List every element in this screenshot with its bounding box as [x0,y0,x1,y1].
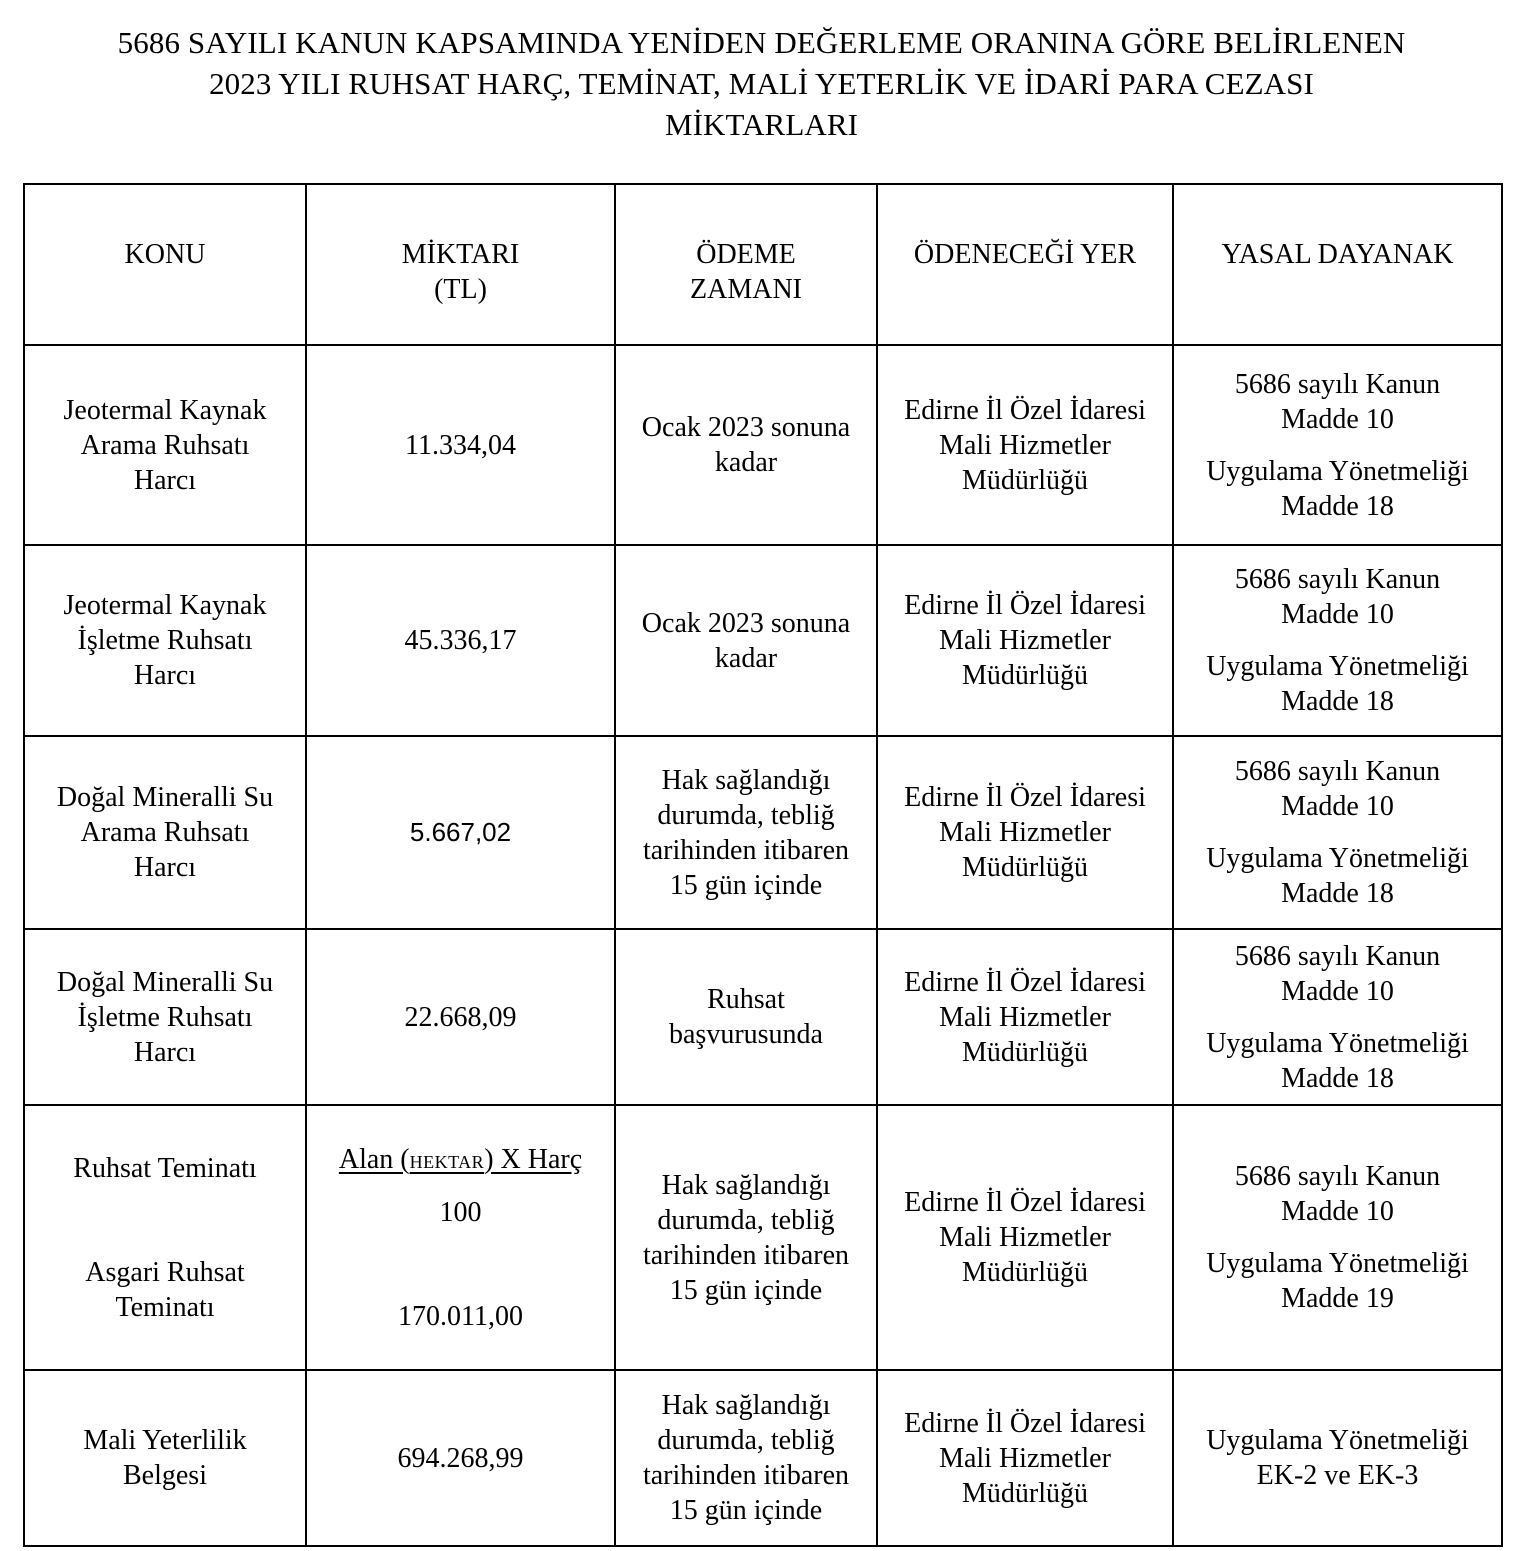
header-odenecegi-yer-text: ÖDENECEĞİ YER [913,239,1137,270]
legal-ref-line: Madde 19 [1281,1283,1394,1314]
konu-line: Mali Yeterlilik [83,1425,247,1456]
table-row [24,929,1502,1105]
yer-line: Edirne İl Özel İdaresi [904,966,1146,998]
title-line-2: 2023 YILI RUHSAT HARÇ, TEMİNAT, MALİ YETERLİK VE İDARİ PARA CEZASI [209,66,1314,101]
legal-ref-line: Madde 10 [1281,403,1394,435]
table-row [24,545,1502,736]
konu-line: Harcı [133,1036,197,1068]
legal-ref [1180,1159,1495,1229]
yer-line: Mali Hizmetler [939,817,1111,848]
odeme-line: Hak sağlandığı [661,1390,831,1421]
odeme-line: Hak sağlandığı [661,764,831,796]
legal-ref-line: Madde 18 [1281,1062,1394,1094]
header-miktari-text: MİKTARI [401,239,520,270]
legal-ref-line: EK-2 ve EK-3 [1256,1460,1419,1491]
amount-value: 5.667,02 [409,817,512,847]
header-odenecegi-yer [877,184,1173,345]
header-yasal-dayanak [1173,184,1502,345]
amount-value: 694.268,99 [397,1442,524,1474]
cell-dayanak [1173,736,1502,929]
legal-ref [1180,562,1495,632]
formula-part: Alan ( [338,1143,410,1175]
cell-odeme [615,345,877,545]
header-yasal-dayanak-text: YASAL DAYANAK [1221,239,1454,270]
cell-konu [24,545,306,736]
legal-ref-line: Madde 10 [1281,791,1394,822]
legal-ref-line: Uygulama Yönetmeliği [1206,1248,1469,1279]
cell-konu [24,736,306,929]
cell-miktar [306,345,615,545]
odeme-line: kadar [714,447,778,478]
konu-line: İşletme Ruhsatı [77,625,253,656]
header-konu-text: KONU [124,239,206,270]
legal-ref-line: Uygulama Yönetmeliği [1206,1425,1469,1456]
konu-line: Harcı [133,464,197,496]
odeme-line: kadar [714,642,778,674]
legal-ref-line: Madde 18 [1281,686,1394,717]
odeme-line: Hak sağlandığı [661,1169,831,1201]
table-row [24,1105,1502,1370]
cell-dayanak [1173,929,1502,1105]
cell-yer [877,345,1173,545]
legal-ref-line: Madde 10 [1281,975,1394,1007]
cell-yer [877,929,1173,1105]
odeme-line: 15 gün içinde [669,869,823,901]
table-row [24,345,1502,545]
teminat-formula-numerator [313,1142,608,1180]
legal-ref [1180,841,1495,911]
konu-line: Arama Ruhsatı [80,817,250,848]
cell-odeme [615,545,877,736]
yer-line: Edirne İl Özel İdaresi [904,782,1146,813]
yer-line: Mali Hizmetler [939,625,1111,656]
legal-ref-line: Uygulama Yönetmeliği [1206,651,1469,682]
legal-ref-line: Uygulama Yönetmeliği [1206,455,1469,487]
yer-line: Edirne İl Özel İdaresi [904,1187,1146,1218]
odeme-line: 15 gün içinde [669,1495,823,1526]
legal-ref-line: Madde 10 [1281,599,1394,630]
cell-yer [877,545,1173,736]
document-title [0,22,1523,145]
konu-line: Doğal Mineralli Su [56,966,274,998]
table-row [24,736,1502,929]
odeme-line: tarihinden itibaren [642,1460,850,1491]
konu-line: Jeotermal Kaynak [63,394,267,426]
cell-odeme [615,929,877,1105]
legal-ref [1180,754,1495,824]
konu-line: Belgesi [123,1460,207,1491]
yer-line: Edirne İl Özel İdaresi [904,394,1146,426]
odeme-line: durumda, tebliğ [657,1204,835,1236]
amount-value: 22.668,09 [404,1001,517,1033]
yer-line: Mali Hizmetler [939,1442,1111,1474]
legal-ref [1180,649,1495,719]
cell-yer [877,1105,1173,1370]
odeme-line: başvurusunda [669,1019,823,1050]
legal-ref-line: Uygulama Yönetmeliği [1206,843,1469,874]
legal-ref-line: 5686 sayılı Kanun [1234,940,1441,972]
header-odeme-zamani [615,184,877,345]
header-odeme-text-2: ZAMANI [690,274,802,305]
odeme-line: durumda, tebliğ [657,799,835,831]
formula-unit: HEKTAR [409,1151,485,1172]
yer-line: Müdürlüğü [962,1477,1088,1509]
yer-line: Mali Hizmetler [939,1222,1111,1253]
legal-ref-line: Madde 18 [1281,490,1394,522]
yer-line: Edirne İl Özel İdaresi [904,1407,1146,1439]
odeme-line: 15 gün içinde [669,1274,823,1306]
header-odeme-text-1: ÖDEME [696,239,796,270]
konu-line: Arama Ruhsatı [80,429,250,461]
cell-yer [877,1370,1173,1546]
yer-line: Müdürlüğü [962,1036,1088,1068]
teminat-formula-denominator: 100 [439,1196,482,1228]
yer-line: Mali Hizmetler [939,429,1111,461]
konu-line: Ruhsat Teminatı [73,1152,257,1184]
table-row [24,1370,1502,1546]
legal-ref [1180,1026,1495,1096]
legal-ref [1180,1423,1495,1493]
legal-ref [1180,454,1495,524]
odeme-line: Ruhsat [707,984,785,1015]
cell-konu [24,345,306,545]
legal-ref-line: 5686 sayılı Kanun [1234,564,1441,595]
konu-line: Doğal Mineralli Su [56,782,274,813]
odeme-line: Ocak 2023 sonuna [641,412,851,443]
yer-line: Edirne İl Özel İdaresi [904,590,1146,621]
konu-line: Jeotermal Kaynak [63,590,267,621]
cell-odeme [615,1105,877,1370]
cell-miktar [306,545,615,736]
fee-table [23,183,1503,1547]
legal-ref [1180,939,1495,1009]
cell-konu [24,1370,306,1546]
header-miktari-unit: (TL) [434,274,487,305]
cell-miktar [306,736,615,929]
konu-line: İşletme Ruhsatı [77,1001,253,1033]
konu-line: Asgari Ruhsat [85,1256,245,1288]
header-row [24,184,1502,345]
amount-value: 170.011,00 [398,1300,523,1332]
yer-line: Müdürlüğü [962,1257,1088,1288]
odeme-line: durumda, tebliğ [657,1425,835,1456]
cell-odeme [615,736,877,929]
cell-dayanak [1173,345,1502,545]
title-line-3: MİKTARLARI [664,107,859,142]
legal-ref [1180,1246,1495,1316]
cell-yer [877,736,1173,929]
amount-value: 11.334,04 [405,429,516,461]
cell-dayanak [1173,545,1502,736]
yer-line: Müdürlüğü [962,852,1088,883]
odeme-line: tarihinden itibaren [642,834,850,866]
cell-miktar [306,1370,615,1546]
header-konu [24,184,306,345]
legal-ref-line: Madde 18 [1281,878,1394,909]
header-miktari [306,184,615,345]
cell-konu [24,1105,306,1370]
cell-dayanak [1173,1370,1502,1546]
cell-dayanak [1173,1105,1502,1370]
yer-line: Müdürlüğü [962,660,1088,691]
cell-konu [24,929,306,1105]
legal-ref-line: 5686 sayılı Kanun [1234,756,1441,787]
formula-part: ) X Harç [484,1143,583,1175]
konu-line: Teminatı [115,1291,215,1323]
yer-line: Müdürlüğü [962,464,1088,496]
legal-ref [1180,367,1495,437]
amount-value: 45.336,17 [404,625,517,656]
konu-line: Harcı [133,660,197,691]
cell-odeme [615,1370,877,1546]
odeme-line: tarihinden itibaren [642,1239,850,1271]
cell-miktar [306,929,615,1105]
title-line-1: 5686 SAYILI KANUN KAPSAMINDA YENİDEN DEĞERLEME ORANINA GÖRE BELİRLENEN [117,25,1406,60]
yer-line: Mali Hizmetler [939,1001,1111,1033]
legal-ref-line: Madde 10 [1281,1196,1394,1227]
odeme-line: Ocak 2023 sonuna [641,607,851,639]
legal-ref-line: 5686 sayılı Kanun [1234,1161,1441,1192]
konu-line: Harcı [133,852,197,883]
cell-miktar [306,1105,615,1370]
legal-ref-line: Uygulama Yönetmeliği [1206,1027,1469,1059]
legal-ref-line: 5686 sayılı Kanun [1234,368,1441,400]
